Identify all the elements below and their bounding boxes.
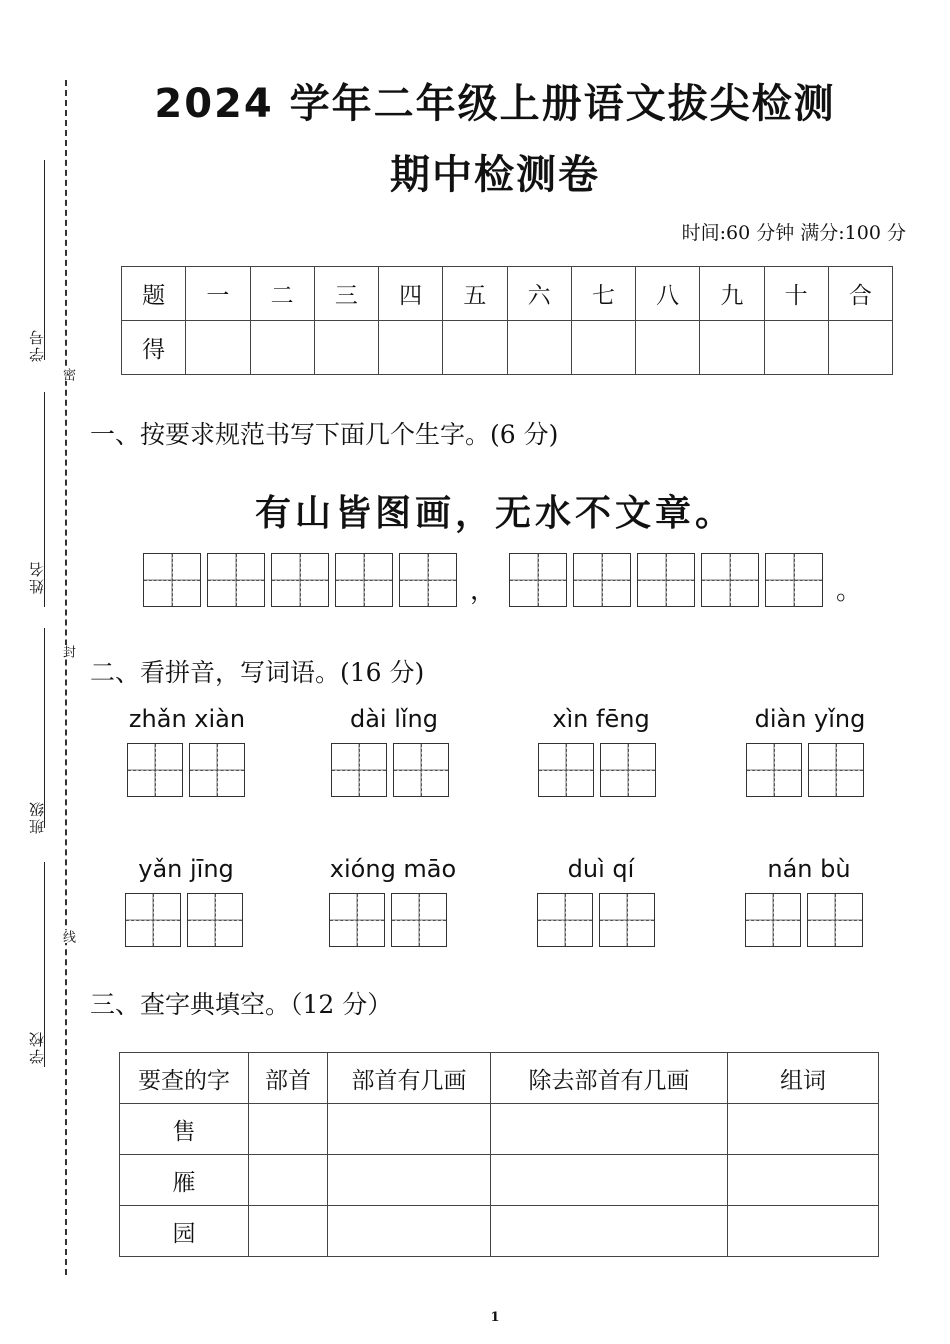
writing-cell[interactable] [335, 553, 393, 607]
answer-cell[interactable] [249, 1155, 328, 1206]
model-sentence: 有山皆图画，无水不文章。 [254, 492, 735, 534]
period-mark: 。 [835, 576, 862, 606]
writing-cell[interactable] [509, 553, 567, 607]
answer-cell[interactable] [491, 1104, 728, 1155]
section-3-heading [90, 985, 392, 1021]
score-blank-cell[interactable] [250, 321, 314, 375]
dictionary-header-row [120, 1053, 879, 1104]
pinyin-prompt: duì qí [567, 855, 635, 883]
pinyin-prompt: yǎn jīng [138, 855, 234, 883]
section-1-writing-row [143, 553, 869, 607]
answer-cell[interactable] [328, 1155, 491, 1206]
answer-cell[interactable] [249, 1206, 328, 1257]
exam-meta: 时间:60 分钟 满分:100 分 [681, 222, 906, 244]
score-row-label: 得 [122, 321, 186, 375]
pinyin-group [107, 705, 267, 797]
answer-cell[interactable] [728, 1155, 879, 1206]
writing-cell[interactable] [765, 553, 823, 607]
writing-cell[interactable] [538, 743, 594, 797]
writing-cell[interactable] [391, 893, 447, 947]
table-row [120, 1104, 879, 1155]
section-2-heading [90, 653, 424, 689]
page-subtitle: 期中检测卷 [390, 152, 600, 198]
score-header-cell: 三 [314, 267, 378, 321]
column-header: 部首有几画 [328, 1053, 491, 1104]
pinyin-prompt: nán bù [767, 855, 851, 883]
page-title: 2024 学年二年级上册语文拔尖检测 [154, 81, 836, 127]
pinyin-group [729, 855, 889, 947]
writing-cell[interactable] [125, 893, 181, 947]
score-blank-cell[interactable] [828, 321, 892, 375]
score-header-cell: 七 [571, 267, 635, 321]
name-label: 姓名 [28, 560, 46, 594]
score-blank-cell[interactable] [186, 321, 250, 375]
score-table-score-row [122, 321, 893, 375]
writing-cell[interactable] [393, 743, 449, 797]
page-number: 1 [490, 1310, 500, 1325]
table-row [120, 1206, 879, 1257]
score-header-cell: 十 [764, 267, 828, 321]
section-2-points: (16 分) [340, 658, 425, 687]
writing-cell[interactable] [701, 553, 759, 607]
comma-mark: ， [469, 576, 496, 606]
score-header-cell: 二 [250, 267, 314, 321]
writing-cell[interactable] [331, 743, 387, 797]
pinyin-prompt: xìn fēng [552, 705, 650, 733]
lookup-char: 售 [120, 1104, 249, 1155]
score-header-cell: 题 [122, 267, 186, 321]
section-3-title: 三、查字典填空。 [90, 990, 291, 1019]
score-header-cell: 四 [379, 267, 443, 321]
answer-cell[interactable] [328, 1104, 491, 1155]
lookup-char: 雁 [120, 1155, 249, 1206]
writing-cell[interactable] [599, 893, 655, 947]
answer-cell[interactable] [249, 1104, 328, 1155]
score-header-cell: 九 [700, 267, 764, 321]
section-1-points: (6 分) [490, 420, 559, 449]
score-table [121, 266, 893, 375]
lookup-char: 园 [120, 1206, 249, 1257]
table-row [120, 1155, 879, 1206]
writing-cell[interactable] [127, 743, 183, 797]
seal-char-feng: 封 [55, 645, 77, 658]
score-blank-cell[interactable] [636, 321, 700, 375]
score-header-cell: 六 [507, 267, 571, 321]
writing-cell[interactable] [600, 743, 656, 797]
score-header-cell: 合 [828, 267, 892, 321]
writing-cell[interactable] [271, 553, 329, 607]
score-blank-cell[interactable] [379, 321, 443, 375]
score-header-cell: 一 [186, 267, 250, 321]
writing-cell[interactable] [329, 893, 385, 947]
pinyin-group [521, 705, 681, 797]
pinyin-group [313, 855, 473, 947]
score-blank-cell[interactable] [314, 321, 378, 375]
class-line [44, 628, 45, 828]
answer-cell[interactable] [491, 1206, 728, 1257]
writing-cell[interactable] [745, 893, 801, 947]
answer-cell[interactable] [491, 1155, 728, 1206]
pinyin-group [106, 855, 266, 947]
pinyin-group [521, 855, 681, 947]
pinyin-group [730, 705, 890, 797]
writing-cell[interactable] [573, 553, 631, 607]
section-2-title: 二、看拼音，写词语。 [90, 658, 341, 687]
score-blank-cell[interactable] [571, 321, 635, 375]
writing-cell[interactable] [746, 743, 802, 797]
writing-cell[interactable] [807, 893, 863, 947]
pinyin-prompt: xióng māo [329, 855, 457, 883]
writing-cell[interactable] [143, 553, 201, 607]
section-3-points: （12 分） [290, 990, 393, 1019]
column-header: 部首 [249, 1053, 328, 1104]
writing-cell[interactable] [808, 743, 864, 797]
writing-cell[interactable] [207, 553, 265, 607]
answer-cell[interactable] [728, 1104, 879, 1155]
score-blank-cell[interactable] [700, 321, 764, 375]
section-1-title: 一、按要求规范书写下面几个生字。 [90, 420, 491, 449]
class-label: 班级 [28, 800, 46, 834]
score-header-cell: 八 [636, 267, 700, 321]
seal-char-mi: 密 [55, 368, 77, 381]
writing-cell[interactable] [187, 893, 243, 947]
writing-cell[interactable] [537, 893, 593, 947]
pinyin-prompt: zhǎn xiàn [128, 705, 246, 733]
pinyin-prompt: dài lǐng [349, 705, 439, 733]
writing-cell[interactable] [637, 553, 695, 607]
score-table-header-row [122, 267, 893, 321]
student-id-label: 学号 [28, 328, 46, 362]
pinyin-prompt: diàn yǐng [754, 705, 866, 733]
column-header: 要查的字 [120, 1053, 249, 1104]
score-header-cell: 五 [443, 267, 507, 321]
dictionary-table [119, 1052, 879, 1257]
school-label: 学校 [28, 1030, 46, 1064]
column-header: 组词 [728, 1053, 879, 1104]
writing-cell[interactable] [189, 743, 245, 797]
score-blank-cell[interactable] [443, 321, 507, 375]
score-blank-cell[interactable] [507, 321, 571, 375]
writing-cell[interactable] [399, 553, 457, 607]
answer-cell[interactable] [728, 1206, 879, 1257]
binding-dashed-line [65, 80, 67, 1275]
pinyin-group [314, 705, 474, 797]
section-1-heading [90, 415, 558, 451]
answer-cell[interactable] [328, 1206, 491, 1257]
column-header: 除去部首有几画 [491, 1053, 728, 1104]
score-blank-cell[interactable] [764, 321, 828, 375]
seal-char-xian: 线 [55, 930, 77, 943]
